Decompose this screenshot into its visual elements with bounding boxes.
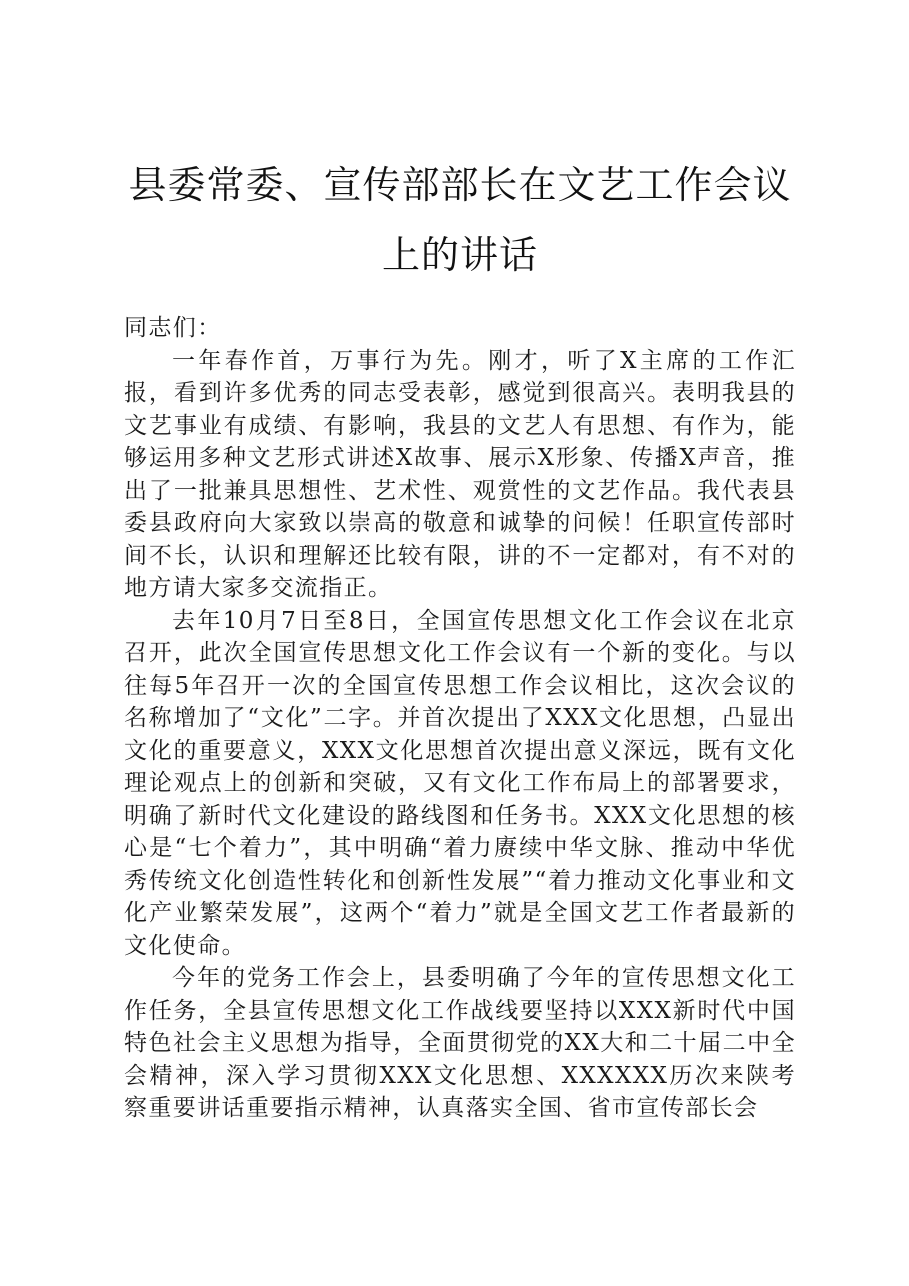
paragraph: 今年的党务工作会上，县委明确了今年的宣传思想文化工作任务，全县宣传思想文化工作战线要坚持以XXX新时代中国特色社会主义思想为指导，全面贯彻党的XX大和二十届二中全会精神，深入学习贯彻XXX文化思想、XXXXXX历次来陕考察重要讲话重要指示精神，认真落实全国、省市宣传部长会 [124, 965, 796, 1121]
paragraph: 一年春作首，万事行为先。刚才，听了X主席的工作汇报，看到许多优秀的同志受表彰，感觉到很高兴。表明我县的文艺事业有成绩、有影响，我县的文艺人有思想、有作为，能够运用多种文艺形式讲述X故事、展示X形象、传播X声音，推出了一批兼具思想性、艺术性、观赏性的文艺作品。我代表县委县政府向大家致以崇高的敬意和诚挚的问候！任职宣传部时间不长，认识和理解还比较有限，讲的不一定都对，有不对的地方请大家多交流指正。 [124, 347, 796, 601]
salutation: 同志们： [124, 315, 222, 341]
document-body [124, 312, 796, 1125]
document-title: 县委常委、宣传部部长在文艺工作会议上的讲话 [128, 163, 792, 277]
paragraph: 去年10月7日至8日，全国宣传思想文化工作会议在北京召开，此次全国宣传思想文化工作会议有一个新的变化。与以往每5年召开一次的全国宣传思想工作会议相比，这次会议的名称增加了“文化”二字。并首次提出了XXX文化思想，凸显出文化的重要意义，XXX文化思想首次提出意义深远，既有文化理论观点上的创新和突破，又有文化工作布局上的部署要求，明确了新时代文化建设的路线图和任务书。XXX文化思想的核心是“七个着力”，其中明确“着力赓续中华文脉、推动中华优秀传统文化创造性转化和创新性发展”“着力推动文化事业和文化产业繁荣发展”，这两个“着力”就是全国文艺工作者最新的文化使命。 [124, 607, 796, 959]
